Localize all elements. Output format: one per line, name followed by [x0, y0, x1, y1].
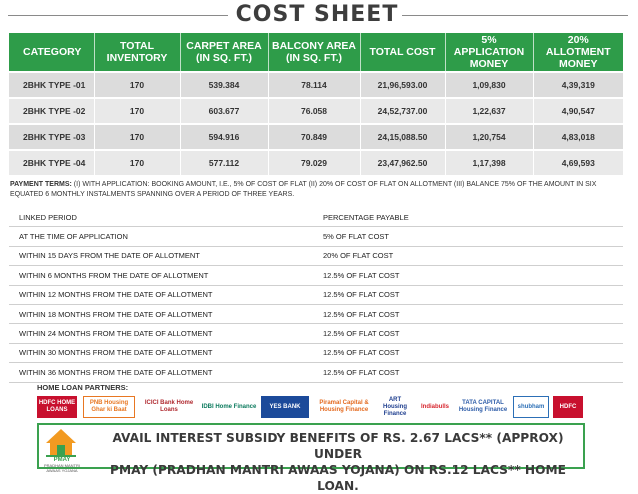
cell-application-money: 1,22,637 — [445, 98, 533, 124]
table-row — [9, 72, 623, 98]
header-allotment-money: 20% ALLOTMENT MONEY — [533, 33, 623, 72]
cell-balcony-area: 78.114 — [268, 72, 360, 98]
cell-percentage: 12.5% OF FLAT COST — [319, 343, 623, 362]
title-left-rule — [8, 15, 228, 16]
cell-inventory: 170 — [94, 150, 180, 175]
table-row — [9, 324, 623, 343]
cell-allotment-money: 4,39,319 — [533, 72, 623, 98]
cell-period: WITHIN 15 DAYS FROM THE DATE OF ALLOTMENT — [9, 246, 319, 265]
header-percentage-payable: PERCENTAGE PAYABLE — [319, 208, 623, 227]
pmay-logo-caption — [41, 458, 83, 473]
cell-period: WITHIN 24 MONTHS FROM THE DATE OF ALLOTMENT — [9, 324, 319, 343]
cell-application-money: 1,17,398 — [445, 150, 533, 175]
cell-percentage: 20% OF FLAT COST — [319, 246, 623, 265]
table-row — [9, 363, 623, 382]
cell-carpet-area: 603.677 — [180, 98, 268, 124]
yes-bank-logo: YES BANK — [261, 396, 309, 418]
cell-category: 2BHK TYPE -03 — [9, 124, 94, 150]
cell-period: WITHIN 12 MONTHS FROM THE DATE OF ALLOTMENT — [9, 285, 319, 304]
pmay-logo-text: PMAY — [53, 457, 71, 463]
pnb-housing-logo: PNB Housing Ghar ki Baat — [83, 396, 135, 418]
header-category: CATEGORY — [9, 33, 94, 72]
payment-terms-text: (I) WITH APPLICATION: BOOKING AMOUNT, I.E., 5% OF COST OF FLAT (II) 20% OF COST OF FLAT ON ALLOTMENT (III) BALANCE 75% OF THE AMOUNT IN SIX EQUATED 6 MONTHLY INSTALMENTS SPANNING OVER A PERIOD OF THREE YEARS. — [10, 181, 597, 198]
cell-category: 2BHK TYPE -04 — [9, 150, 94, 175]
cell-total-cost: 24,15,088.50 — [360, 124, 445, 150]
piramal-logo: Piramal Capital & Housing Finance — [319, 400, 369, 413]
table-row — [9, 98, 623, 124]
table-row — [9, 285, 623, 304]
title-row — [0, 2, 638, 28]
cell-period: WITHIN 36 MONTHS FROM THE DATE OF ALLOTMENT — [9, 363, 319, 382]
partner-logos — [37, 396, 583, 418]
table-row — [9, 150, 623, 175]
header-linked-period: LINKED PERIOD — [9, 208, 319, 227]
cell-balcony-area: 76.058 — [268, 98, 360, 124]
payment-terms — [10, 180, 625, 200]
header-total-inventory: TOTAL INVENTORY — [94, 33, 180, 72]
cell-period: WITHIN 18 MONTHS FROM THE DATE OF ALLOTMENT — [9, 304, 319, 323]
banner-line-2: PMAY (PRADHAN MANTRI AWAAS YOJANA) ON RS.12 LACS** HOME LOAN. — [110, 463, 566, 493]
cell-period: AT THE TIME OF APPLICATION — [9, 227, 319, 246]
cell-total-cost: 21,96,593.00 — [360, 72, 445, 98]
indiabulls-logo: Indiabulls — [420, 403, 449, 410]
banner-text — [93, 430, 583, 494]
cell-period: WITHIN 6 MONTHS FROM THE DATE OF ALLOTMENT — [9, 266, 319, 285]
cell-category: 2BHK TYPE -02 — [9, 98, 94, 124]
table-row — [9, 343, 623, 362]
cell-percentage: 12.5% OF FLAT COST — [319, 363, 623, 382]
idbi-logo: IDBI Home Finance — [201, 403, 257, 410]
cell-inventory: 170 — [94, 124, 180, 150]
tata-capital-logo: TATA CAPITAL Housing Finance — [458, 400, 508, 413]
table-row — [9, 227, 623, 246]
shubham-logo: shubham — [513, 396, 549, 418]
banner-line-1: AVAIL INTEREST SUBSIDY BENEFITS OF RS. 2.67 LACS** (APPROX) UNDER — [112, 431, 564, 461]
cell-percentage: 12.5% OF FLAT COST — [319, 266, 623, 285]
table-row — [9, 266, 623, 285]
cell-inventory: 170 — [94, 72, 180, 98]
cell-percentage: 12.5% OF FLAT COST — [319, 324, 623, 343]
cell-category: 2BHK TYPE -01 — [9, 72, 94, 98]
cell-percentage: 12.5% OF FLAT COST — [319, 285, 623, 304]
header-application-money: 5% APPLICATION MONEY — [445, 33, 533, 72]
cell-total-cost: 24,52,737.00 — [360, 98, 445, 124]
title-right-rule — [402, 15, 628, 16]
home-loan-partners-label: HOME LOAN PARTNERS: — [37, 383, 129, 392]
cell-carpet-area: 594.916 — [180, 124, 268, 150]
art-logo: ART Housing Finance — [383, 396, 407, 417]
table-row — [9, 304, 623, 323]
cell-balcony-area: 70.849 — [268, 124, 360, 150]
period-header-row — [9, 208, 623, 227]
cell-application-money: 1,09,830 — [445, 72, 533, 98]
cost-sheet-table — [9, 33, 623, 175]
pmay-banner — [37, 423, 585, 493]
cell-allotment-money: 4,69,593 — [533, 150, 623, 175]
icici-logo: ICICI Bank Home Loans — [144, 400, 194, 413]
cell-balcony-area: 79.029 — [268, 150, 360, 175]
cell-allotment-money: 4,83,018 — [533, 124, 623, 150]
cell-total-cost: 23,47,962.50 — [360, 150, 445, 175]
payment-terms-label: PAYMENT TERMS: — [10, 181, 72, 188]
header-carpet-area: CARPET AREA (IN SQ. FT.) — [180, 33, 268, 72]
cell-percentage: 5% OF FLAT COST — [319, 227, 623, 246]
table-row — [9, 124, 623, 150]
linked-period-table — [9, 208, 623, 383]
hdfc-small-logo: HDFC — [553, 396, 583, 418]
cell-allotment-money: 4,90,547 — [533, 98, 623, 124]
cell-carpet-area: 539.384 — [180, 72, 268, 98]
hdfc-logo: HDFC HOME LOANS — [37, 396, 77, 418]
cell-carpet-area: 577.112 — [180, 150, 268, 175]
cell-percentage: 12.5% OF FLAT COST — [319, 304, 623, 323]
cost-table-header-row — [9, 33, 623, 72]
pmay-logo-subtext: PRADHAN MANTRI AWAAS YOJANA — [43, 463, 80, 473]
cell-period: WITHIN 30 MONTHS FROM THE DATE OF ALLOTMENT — [9, 343, 319, 362]
cell-application-money: 1,20,754 — [445, 124, 533, 150]
header-balcony-area: BALCONY AREA (IN SQ. FT.) — [268, 33, 360, 72]
cell-inventory: 170 — [94, 98, 180, 124]
page-title: COST SHEET — [235, 2, 399, 27]
header-total-cost: TOTAL COST — [360, 33, 445, 72]
table-row — [9, 246, 623, 265]
